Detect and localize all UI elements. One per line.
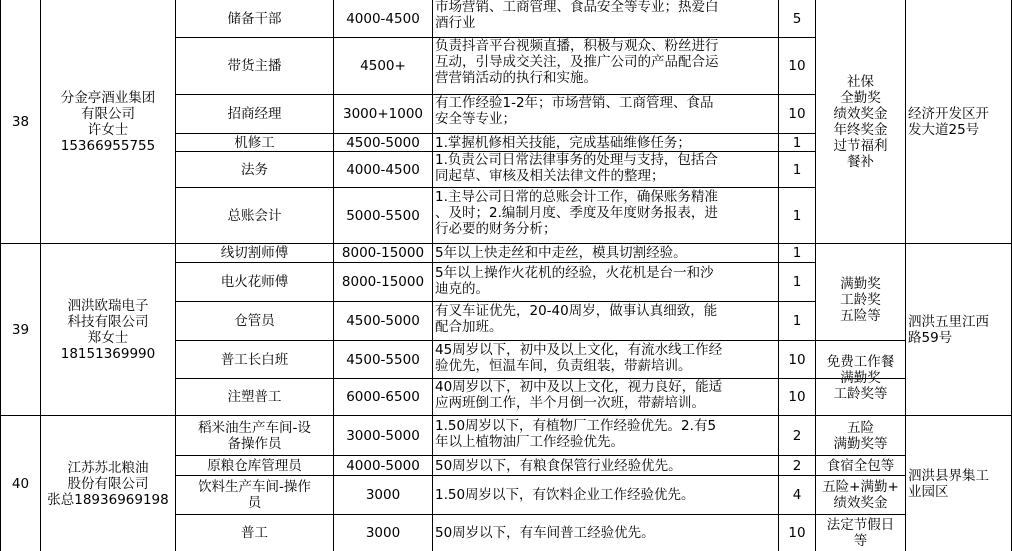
job-requirements: 40周岁以下，初中及以上文化，视力良好，能适 应两班倒工作，半个月倒一次班，带薪培训。 bbox=[435, 379, 723, 411]
job-headcount: 2 bbox=[792, 457, 802, 474]
job-headcount: 10 bbox=[788, 351, 806, 368]
job-requirements: 1.掌握机修相关技能，完成基础维修任务； bbox=[435, 134, 691, 151]
job-title: 普工长白班 bbox=[220, 351, 289, 368]
job-requirements: 市场营销、工商管理、食品安全等专业；热爱白 酒行业 bbox=[435, 0, 719, 31]
job-salary: 5000-5500 bbox=[346, 207, 420, 224]
job-requirements: 有叉车证优先，20-40周岁，做事认真细致，能 配合加班。 bbox=[435, 303, 718, 335]
job-headcount: 10 bbox=[788, 389, 806, 405]
job-requirements: 5年以上快走丝和中走丝，模具切割经验。 bbox=[435, 245, 687, 261]
job-headcount: 10 bbox=[788, 106, 806, 122]
job-title: 储备干部 bbox=[227, 10, 282, 27]
row-number: 40 bbox=[11, 475, 30, 492]
job-title: 稻米油生产车间-设 备操作员 bbox=[198, 419, 311, 452]
row-number: 38 bbox=[11, 113, 30, 130]
company-benefits: 社保 全勤奖 绩效奖金 年终奖金 过节福利 餐补 bbox=[833, 73, 888, 170]
job-title: 普工 bbox=[241, 525, 268, 541]
job-benefits: 食宿全包等 bbox=[826, 457, 895, 474]
job-requirements: 1.负责公司日常法律事务的处理与支持，包括合 同起草、审核及相关法律文件的整理； bbox=[435, 152, 718, 184]
job-requirements: 有工作经验1-2年；市场营销、工商管理、食品 安全等专业； bbox=[435, 95, 714, 127]
job-salary: 3000+1000 bbox=[342, 106, 424, 122]
job-headcount: 10 bbox=[788, 58, 806, 74]
job-requirements: 1.50周岁以下，有植物厂工作经验优先。2.有5 年以上植物油厂工作经验优先。 bbox=[435, 418, 717, 450]
job-salary: 6000-6500 bbox=[346, 389, 420, 405]
job-headcount: 1 bbox=[792, 245, 802, 261]
job-salary: 3000 bbox=[365, 525, 401, 541]
job-salary: 4000-5000 bbox=[346, 457, 420, 474]
job-title: 带货主播 bbox=[227, 58, 282, 74]
job-requirements: 负责抖音平台视频直播，积极与观众、粉丝进行 互动，引导成交关注，及推广公司的产品配合运 营营销活动的执行和实施。 bbox=[435, 38, 719, 86]
job-salary: 8000-15000 bbox=[341, 274, 425, 290]
job-title: 线切割师傅 bbox=[220, 245, 289, 261]
job-benefits: 五险 满勤奖等 bbox=[833, 419, 888, 452]
job-requirements: 50周岁以下，有粮食保管行业经验优先。 bbox=[435, 457, 682, 474]
company-address: 泗洪县界集工 业园区 bbox=[908, 467, 989, 500]
job-headcount: 1 bbox=[792, 274, 802, 290]
company-benefits: 免费工作餐 满勤奖 工龄奖等 bbox=[826, 354, 895, 402]
job-salary: 4000-4500 bbox=[346, 161, 420, 178]
job-headcount: 2 bbox=[792, 427, 802, 444]
job-title: 法务 bbox=[241, 161, 268, 178]
job-headcount: 1 bbox=[792, 134, 802, 151]
job-salary: 4500-5000 bbox=[346, 313, 420, 329]
row-number: 39 bbox=[11, 321, 30, 338]
job-title: 仓管员 bbox=[234, 313, 275, 329]
job-benefits: 五险+满勤+ 绩效奖金 bbox=[822, 479, 899, 511]
company-address: 泗洪五里江西 路59号 bbox=[908, 313, 989, 346]
job-headcount: 10 bbox=[788, 525, 806, 541]
job-requirements: 1.主导公司日常的总账会计工作，确保账务精准 、及时；2.编制月度、季度及年度财务报表，进 行必要的财务分析； bbox=[435, 189, 718, 237]
job-title: 总账会计 bbox=[227, 207, 282, 224]
job-headcount: 1 bbox=[792, 207, 802, 224]
job-salary: 3000 bbox=[365, 487, 401, 503]
company-contact: 泗洪欧瑞电子 科技有限公司 郑女士 18151369990 bbox=[60, 297, 156, 362]
job-headcount: 5 bbox=[792, 10, 802, 27]
job-salary: 8000-15000 bbox=[341, 245, 425, 261]
job-title: 注塑普工 bbox=[227, 389, 282, 405]
company-contact: 分金亭酒业集团 有限公司 许女士 15366955755 bbox=[60, 89, 156, 154]
job-salary: 4500-5000 bbox=[346, 134, 420, 151]
job-salary: 4000-4500 bbox=[346, 10, 420, 27]
job-requirements: 45周岁以下，初中及以上文化，有流水线工作经 验优先，恒温车间，负责组装，带薪培训。 bbox=[435, 342, 723, 374]
job-title: 原粮仓库管理员 bbox=[207, 457, 302, 474]
job-requirements: 1.50周岁以下，有饮料企业工作经验优先。 bbox=[435, 487, 695, 503]
job-title: 机修工 bbox=[234, 134, 275, 151]
company-address: 经济开发区开 发大道25号 bbox=[908, 105, 989, 138]
job-salary: 4500-5500 bbox=[346, 351, 420, 368]
job-headcount: 1 bbox=[792, 313, 802, 329]
job-title: 饮料生产车间-操作 员 bbox=[198, 479, 311, 511]
company-contact: 江苏苏北粮油 股份有限公司 张总18936969198 bbox=[47, 459, 169, 508]
job-title: 电火花师傅 bbox=[220, 274, 289, 290]
job-headcount: 1 bbox=[792, 161, 802, 178]
company-benefits: 满勤奖 工龄奖 五险等 bbox=[840, 276, 881, 324]
job-headcount: 4 bbox=[792, 487, 802, 503]
job-requirements: 5年以上操作火花机的经验，火花机是台一和沙 迪克的。 bbox=[435, 265, 714, 297]
job-salary: 3000-5000 bbox=[346, 427, 420, 444]
job-title: 招商经理 bbox=[227, 106, 282, 122]
job-salary: 4500+ bbox=[360, 58, 406, 74]
job-requirements: 50周岁以下，有车间普工经验优先。 bbox=[435, 525, 655, 541]
job-benefits: 法定节假日 等 bbox=[826, 517, 895, 549]
